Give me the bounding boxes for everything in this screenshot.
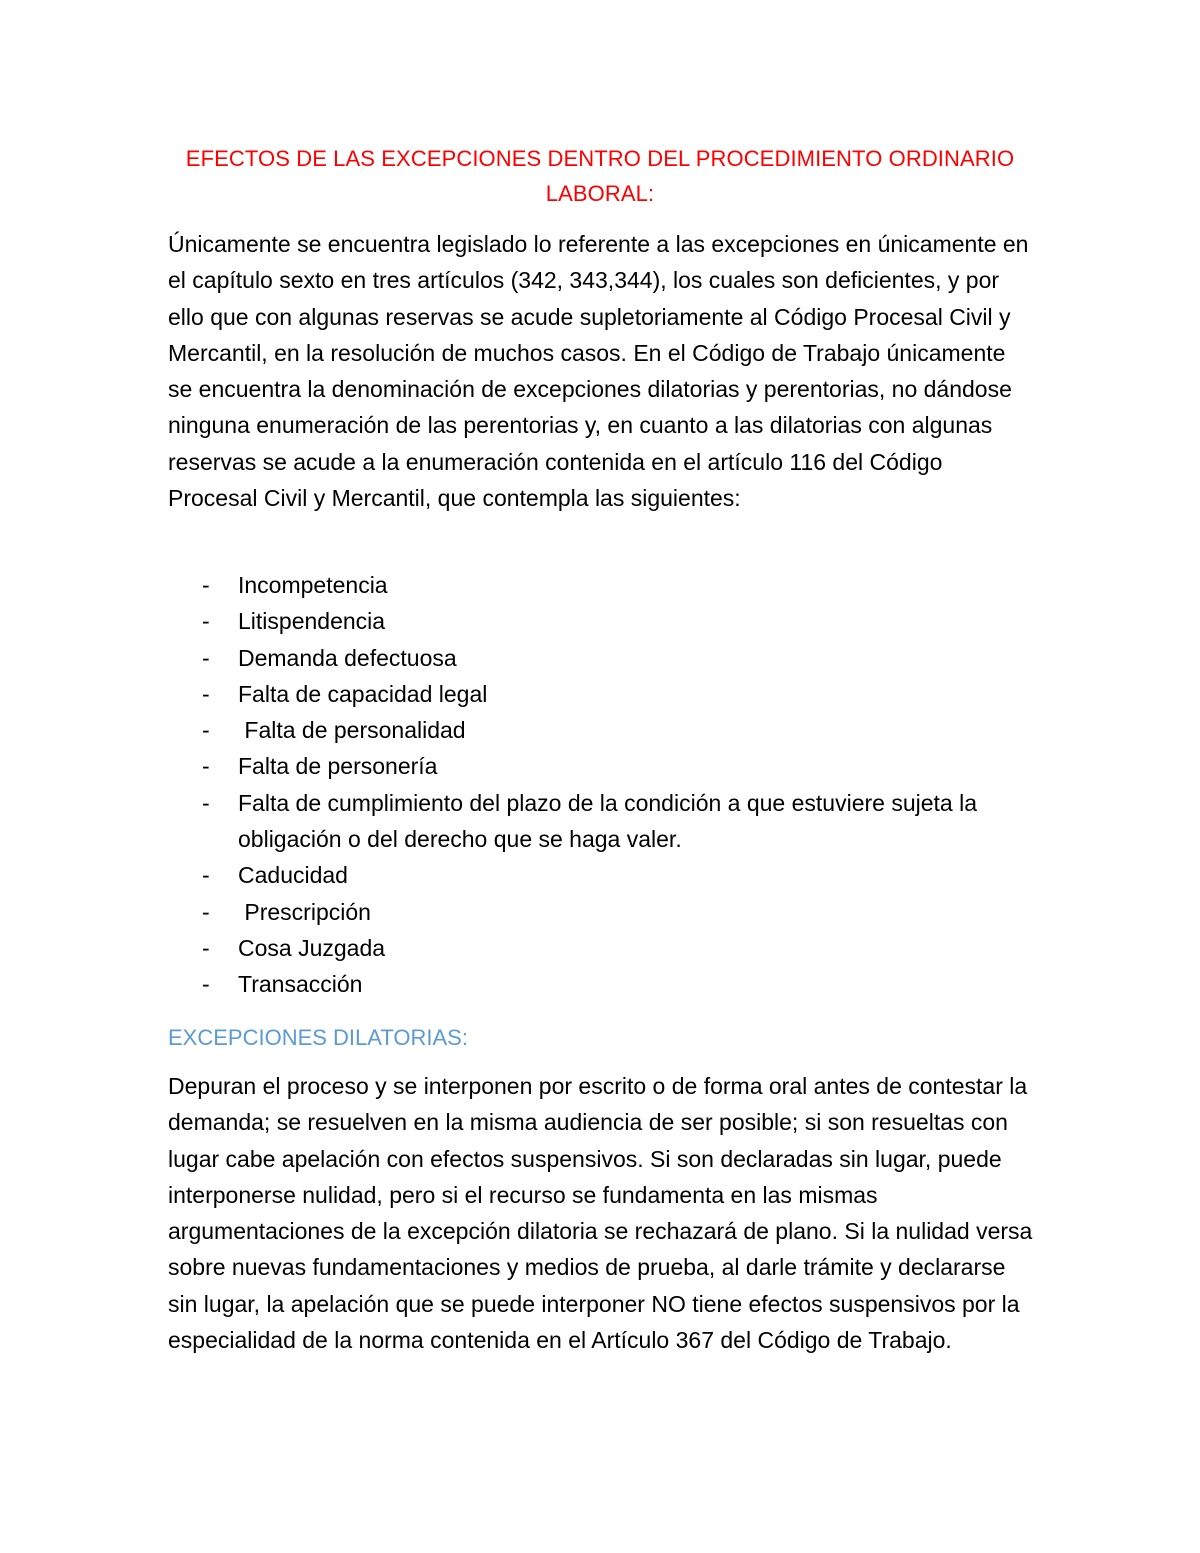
list-item: - Caducidad xyxy=(168,857,1036,893)
list-dash: - xyxy=(202,572,210,598)
list-item: - Litispendencia xyxy=(168,603,1036,639)
section-heading: EXCEPCIONES DILATORIAS: xyxy=(168,1025,468,1050)
list-dash: - xyxy=(202,680,210,707)
list-dash: - xyxy=(202,862,210,889)
list-item: - Falta de personalidad xyxy=(168,712,1036,748)
list-dash: - xyxy=(202,717,210,744)
list-dash: - xyxy=(202,934,210,961)
list-item: - Prescripción xyxy=(168,894,1036,930)
list-item: - Falta de cumplimiento del plazo de la condición a que estuviere sujeta la obligación o del derecho que se haga valer. xyxy=(168,785,1036,858)
list-item: - Transacción xyxy=(168,966,1036,1002)
list-item: - Incompetencia xyxy=(168,567,1036,603)
document-title: EFECTOS DE LAS EXCEPCIONES DENTRO DEL PROCEDIMIENTO ORDINARIO LABORAL: xyxy=(185,146,1015,206)
list-item: - Falta de capacidad legal xyxy=(168,676,1036,712)
list-dash: - xyxy=(202,753,210,780)
list-item: - Cosa Juzgada xyxy=(168,930,1036,966)
list-item: - Demanda defectuosa xyxy=(168,640,1036,676)
list-item: - Falta de personería xyxy=(168,748,1036,784)
list-dash: - xyxy=(202,898,210,925)
exceptions-list xyxy=(168,567,1036,1003)
list-dash: - xyxy=(202,971,210,998)
dilatorias-paragraph: Depuran el proceso y se interponen por escrito o de forma oral antes de contestar la demanda; se resuelven en la misma audiencia de ser posible; si son resueltas con lugar cabe apelación con efectos suspensivos. Si son declaradas sin lugar, puede interponerse nulidad, pero si el recurso se fundamenta en las mismas argumentaciones de la excepción dilatoria se rechazará de plano. Si la nulidad versa sobre nuevas fundamentaciones y medios de prueba, al darle trámite y declararse sin lugar, la apelación que se puede interponer NO tiene efectos suspensivos por la especialidad de la norma contenida en el Artículo 367 del Código de Trabajo. xyxy=(168,1073,1033,1354)
list-dash: - xyxy=(202,789,210,816)
list-dash: - xyxy=(202,644,210,671)
list-dash: - xyxy=(202,608,210,635)
intro-paragraph: Únicamente se encuentra legislado lo referente a las excepciones en únicamente en el capítulo sexto en tres artículos (342, 343,344), los cuales son deficientes, y por ello que con algunas reservas se acude supletoriamente al Código Procesal Civil y Mercantil, en la resolución de muchos casos. En el Código de Trabajo únicamente se encuentra la denominación de excepciones dilatorias y perentorias, no dándose ninguna enumeración de las perentorias y, en cuanto a las dilatorias con algunas reservas se acude a la enumeración contenida en el artículo 116 del Código Procesal Civil y Mercantil, que contempla las siguientes: xyxy=(168,231,1029,512)
